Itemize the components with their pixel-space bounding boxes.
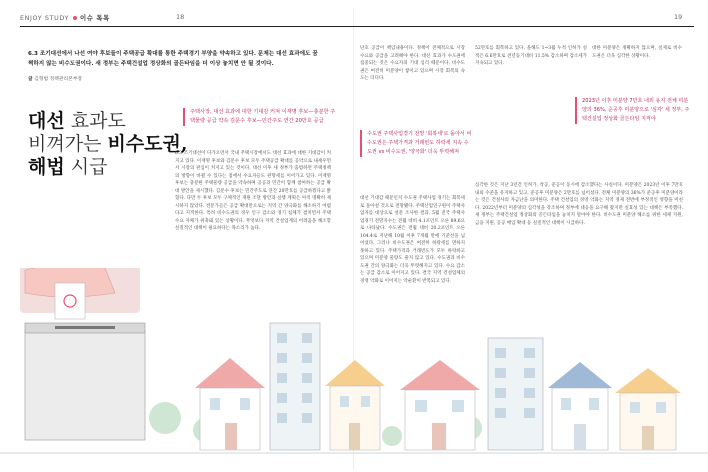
house-icon — [195, 358, 265, 450]
author: 김형범 정책관리본부장 — [34, 77, 83, 82]
body-column-2: 단호 공급이 책임내용이다. 정책이 전체적으로 시장 수요와 공급을 고려해야 한다. 대선 효과가 수도권에 집중되는 것은 수요자의 기대 심리 때문이다. 비수도권은 여전히 미분양이 쌓이고 있으며 시장 회복의 속도는 더디다. — [360, 46, 465, 81]
article-title — [28, 110, 188, 179]
title-bold-1: 대선 — [28, 110, 65, 132]
body-column-3: 대선 기대감 때문인지 수도권 주택사업 경기는 회복세로 돌아설 것으로 전망됐다. 주택산업연구원이 주택사업자를 대상으로 설문 조사한 결과, 5월 전국 주택사업경기 전망지수는 전월 대비 4.1포인트 오른 89.6으로 나타났다. 수도권은 전월 대비 20.2포인트 오른 104.4로 지난해 10월 이후 7개월 만에 기준선을 넘어섰다. 그러나 비수도권은 여전히 하락세를 면하지 못하고 있다. 주택가격과 거래빈도가 모두 하락하고 있으며 미분양 물량도 줄지 않고 있다. 수도권과 비수도권 간의 양극화는 더욱 뚜렷해지고 있다. 수요 감소는 공급 감소로 이어지고 있다. 결국 지역 건설업체의 경영 악화로 이어지는 악순환이 반복되고 있다. — [360, 196, 465, 284]
title-bold-3: 해법 — [28, 156, 65, 178]
pullquote-2: 수도권 주택사업경기 전망 '회복세'로 돌아서 비수도권은 주택가격과 거래빈도 하락세 지속 수도권 vs 비수도권, '양극화' 더욱 뚜렷해져 — [360, 130, 472, 157]
pullquote-3: 2023년 이후 미분양 7만호 내외 유지 전체 미분양의 36%, 준공후 미분양으로 '심각' 새 정부, 주택건설업 정상화 골든타임 지켜야 — [575, 97, 690, 124]
section-dot-icon — [73, 16, 77, 20]
brand-name: ENJOY STUDY — [20, 14, 70, 22]
author-label: 글 — [28, 77, 33, 82]
house-icon — [548, 362, 612, 450]
header-rule — [20, 26, 694, 27]
house-icon — [400, 360, 480, 450]
lede: 6.3 조기대선에서 나선 여야 후보들이 주택공급 확대를 통한 주택경기 부양을 약속하고 있다. 문제는 대선 효과에도 꿈쩍하지 않는 비수도권이다. 새 정부는 주택건설업 정상화의 골든타임을 더 이상 놓치면 안 될 것이다. — [28, 51, 318, 67]
body-column-1: 6.3 조기대선이 다가오면서 국내 주택시장에서도 대선 효과에 대한 기대감이 커지고 있다. 이재명 후보와 김문수 후보 모두 주택공급 확대를 공약으로 내세우면서 시장의 관심이 커지고 있는 것이다. 대선 이후 새 정부가 출범하면 주택정책의 방향이 바뀔 수 있다는 점에서 수요자들도 관망세를 이어가고 있다. 이재명 후보는 충분한 주택물량 공급을 약속하며 공공과 민간이 함께 참여하는 공급 확대 방안을 제시했다. 김문수 후보는 민간주도로 연간 20만호를 공급하겠다고 밝혔다. 다만 두 후보 모두 구체적인 재원 조달 방안과 실행 계획은 아직 명확히 제시하지 않았다. 전문가들은 공급 확대만으로는 지역 간 양극화를 해소하기 어렵다고 지적한다. 특히 비수도권의 경우 인구 감소와 경기 침체가 겹치면서 주택 수요 자체가 위축돼 있는 상황이다. 무엇보다 지역 건설업계의 어려움을 해소할 실질적인 대책이 필요하다는 목소리가 높다. — [175, 151, 331, 231]
apartment-icon — [488, 338, 543, 450]
apartment-icon — [270, 323, 320, 450]
ballot-box-icon — [20, 268, 145, 440]
page-number-left: 18 — [176, 13, 185, 21]
title-bold-2: 비수도권, — [107, 133, 188, 155]
pullquote-1: 주택사장, 대선 효과에 대한 기대감 커져 이재명 후보—충분한 주택물량 공급 약속 김문수 후보—민간주도 연간 20만호 공급 — [183, 108, 340, 126]
page-number-right: 19 — [674, 13, 683, 21]
house-icon — [615, 368, 681, 450]
byline — [28, 75, 82, 82]
title-rest-1: 효과도 — [64, 110, 126, 132]
title-rest-3: 시급 — [64, 156, 108, 178]
body-column-5: 심각한 것은 지난 3년간 인허가, 착공, 준공이 동시에 감소했다는 사실이다. 미분양은 2023년 이후 7만호 내외 수준을 유지하고 있고, 준공후 미분양은 2만호를 넘어섰다. 전체 미분양의 36%가 준공후 미분양이라는 것은 건설사의 자금난을 의미한다. 주택 건설업의 경영 악화는 지역 경제 전반에 부정적인 영향을 미친다. 2022년부터 미분양의 심각성을 강조하며 정부에 대응을 요구해 왔지만 실효성 있는 대책은 부족했다. 새 정부는 주택건설업 정상화의 골든타임을 놓치지 말아야 한다. 비수도권 미분양 해소를 위한 세제 지원, 금융 지원, 공공 매입 확대 등 실질적인 대책이 시급하다. — [475, 183, 683, 226]
magazine-header — [20, 13, 110, 22]
section-name: 이슈 톡톡 — [80, 14, 110, 22]
body-column-6: 대한 미분양은 정확하지 않으며, 실제로 비수도권은 더욱 심각한 상황이다. — [592, 46, 682, 59]
town-ballot-illustration — [0, 268, 708, 472]
body-column-4: 52만호를 회복하고 있다. 올해도 1~3월 누적 인허가 실적은 6.6만호로 전년동기대비 11.5% 감소하며 감소세가 지속되고 있다. — [475, 46, 587, 66]
house-icon — [325, 360, 385, 450]
title-rest-2: 비껴가는 — [28, 133, 108, 155]
